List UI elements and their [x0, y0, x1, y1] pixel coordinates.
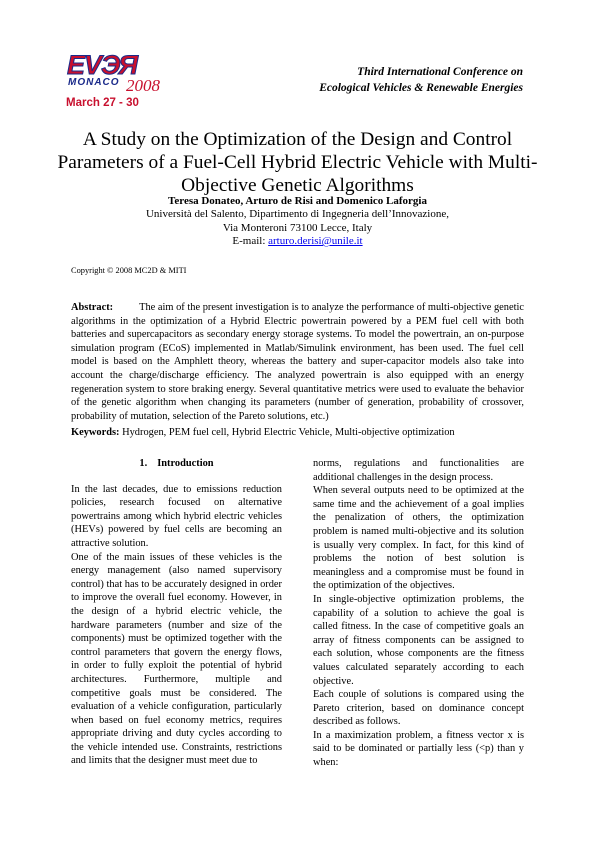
logo-monaco-text: MONACO	[68, 77, 120, 88]
left-column	[71, 457, 282, 768]
paper-title: A Study on the Optimization of the Design and Control Parameters of a Fuel-Cell Hybrid Electric Vehicle with Multi-Objective Genetic Algorithms	[57, 129, 538, 196]
conference-date: March 27 - 30	[66, 97, 139, 109]
paragraph: One of the main issues of these vehicles is the energy management (also named supervisory control) that has to be accurately designed in order to improve the overall fuel economy. However, in the design of a hybrid electric vehicle, the hardware parameters (number and size of the components) must be optimized together with the control parameters that govern the energy flows, in order to fully exploit the potential of hybrid architectures. Furthermore, multiple and competitive goals must be considered. The evaluation of a vehicle configuration, particularly when based on fuel economy metrics, requires appropriate driving and duty cycles according to the vehicle intended use. Constraints, restrictions and limits that the designer must meet due to	[71, 551, 282, 767]
author-list: Teresa Donateo, Arturo de Risi and Domenico Laforgia	[168, 195, 427, 207]
affiliation	[40, 208, 555, 249]
email-link[interactable]: arturo.derisi@unile.it	[268, 235, 363, 248]
keywords	[71, 426, 531, 440]
paragraph: In the last decades, due to emissions reduction policies, research focused on alternative powertrains among which hybrid electric vehicles (HEVs) powered by fuel cells are becoming an attractive solution.	[71, 483, 282, 549]
keywords-label: Keywords:	[71, 427, 120, 438]
email-label: E-mail:	[232, 235, 269, 248]
paragraph: norms, regulations and functionalities are additional challenges in the design process.	[313, 458, 524, 483]
affiliation-line-1: Università del Salento, Dipartimento di Ingegneria dell’Innovazione,	[145, 208, 449, 220]
logo-ev-text: EVЭЯ	[67, 50, 138, 80]
logo-year: 2008	[126, 76, 160, 95]
paragraph: In single-objective optimization problems, the capability of a solution to achieve the goal is called fitness. In the case of competitive goals an array of fitness components can be assigned to each solution, whose components are the fitness values calculated separately according to each objective.	[313, 593, 524, 687]
email-line	[40, 235, 555, 249]
conference-logo	[64, 52, 168, 112]
conference-line-1: Third International Conference on	[357, 66, 523, 78]
abstract-label: Abstract:	[71, 302, 114, 313]
right-column	[313, 457, 524, 770]
abstract	[71, 301, 524, 423]
section-number: 1.	[139, 458, 148, 469]
paragraph: When several outputs need to be optimized at the same time and the achievement of a goal implies the penalization of others, the optimization problem is named multi-objective and its solution is usually very complex. In fact, for this kind of problems the notion of best solution is meaningless and a compromise must be found in the optimization of the objectives.	[313, 485, 524, 592]
section-title: Introduction	[157, 458, 214, 469]
abstract-text: The aim of the present investigation is to analyze the performance of multi-objective genetic algorithms in the optimization of a Hybrid Electric powertrain powered by a PEM fuel cell with both batteries and supercapacitors as secondary energy storage systems. To model the powertrain, an on-purpose simulation program (ECoS) implemented in Matlab/Simulink environment, has been used. The fuel cell model is based on the Amphlett theory, whereas the battery and super-capacitor models also take into account the charge/discharge efficiency. The analyzed powertrain is also equipped with an energy regeneration system to store braking energy. Several quantitative metrics were used to evaluate the behavior of the genetic algorithm when changing its parameters (number of generation, probability of crossover, probability of mutation, selection of the Pareto solutions, etc.)	[71, 302, 524, 422]
conference-name	[319, 64, 523, 96]
paragraph: In a maximization problem, a fitness vector x is said to be dominated or partially less (<p) than y when:	[313, 729, 524, 769]
section-heading	[71, 457, 282, 471]
keywords-text: Hydrogen, PEM fuel cell, Hybrid Electric Vehicle, Multi-objective optimization	[122, 427, 455, 438]
conference-line-2: Ecological Vehicles & Renewable Energies	[319, 82, 523, 94]
copyright-notice: Copyright © 2008 MC2D & MITI	[71, 266, 187, 275]
affiliation-line-2: Via Monteroni 73100 Lecce, Italy	[222, 221, 373, 234]
paragraph: Each couple of solutions is compared using the Pareto criterion, based on dominance concept described as follows.	[313, 689, 524, 728]
